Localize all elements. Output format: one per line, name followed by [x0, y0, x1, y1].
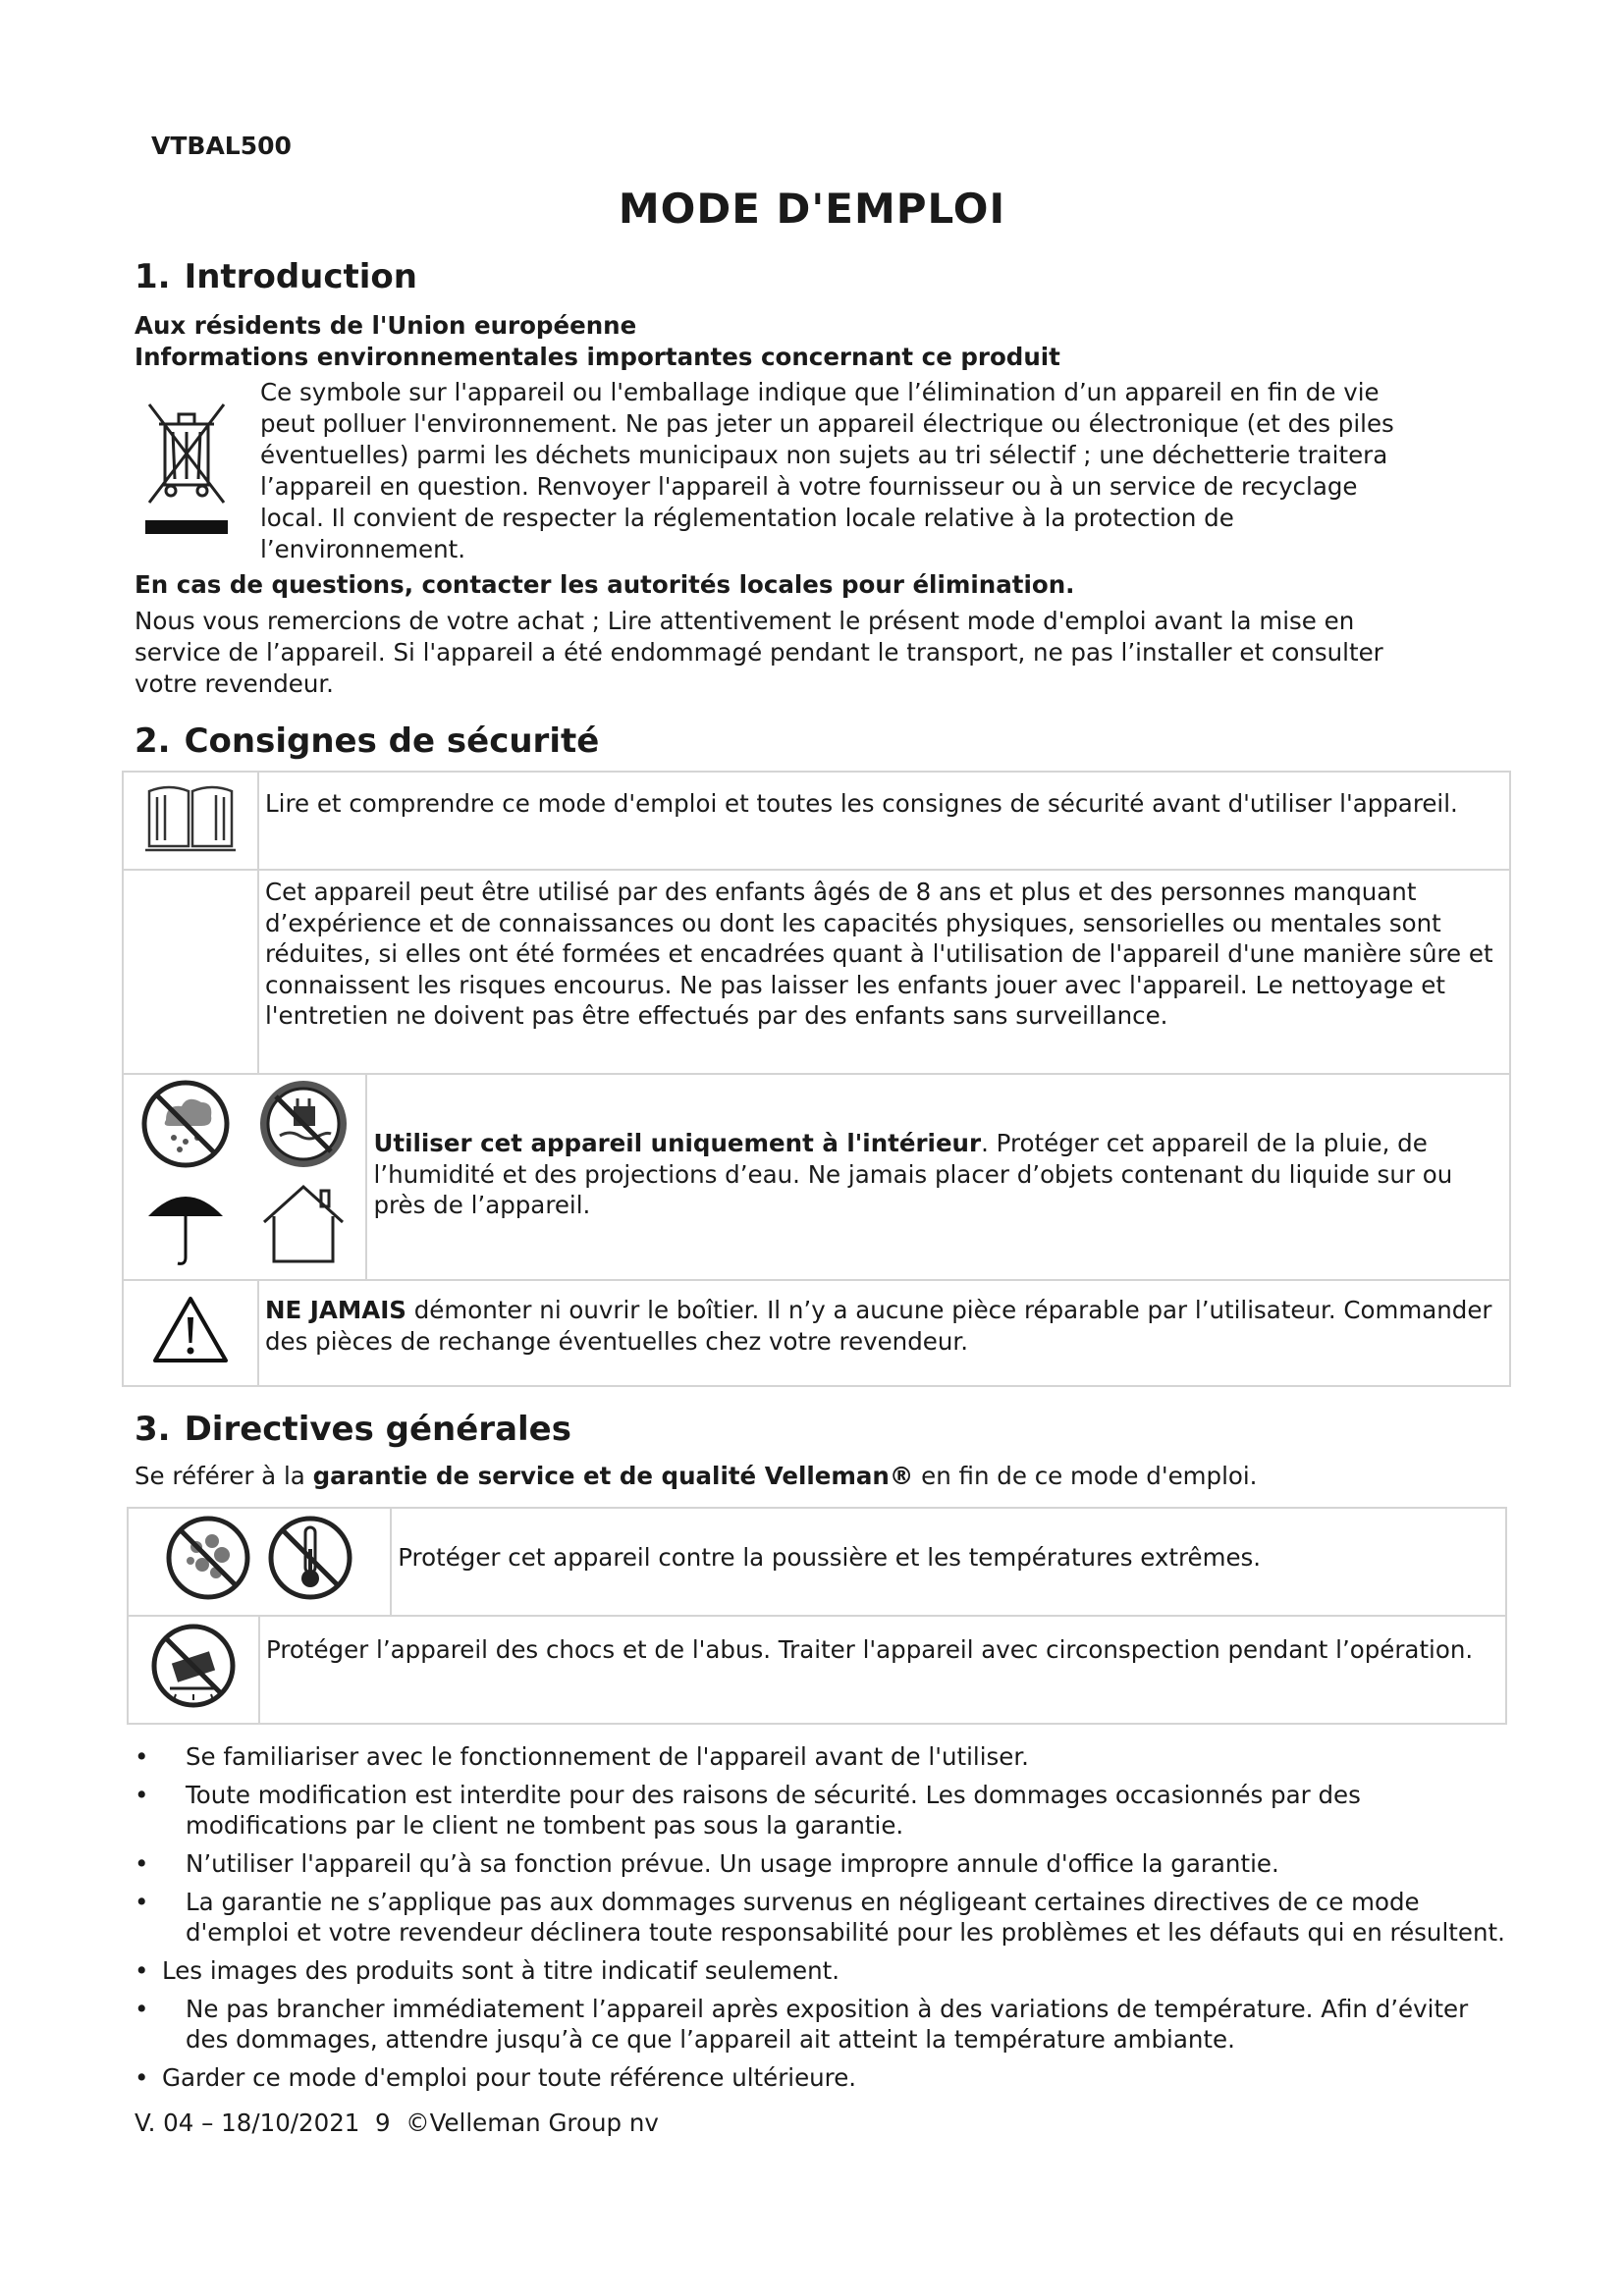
safety-row-manual	[123, 772, 1510, 870]
indoor-bold-text: Utiliser cet appareil uniquement à l'intérieur	[373, 1129, 982, 1157]
weee-line: l’appareil en question. Renvoyer l'appareil à votre fournisseur ou à un service de recyclage	[260, 472, 1358, 501]
list-item-text: Toute modification est interdite pour des raisons de sécurité. Les dommages occasionnés par des modifications par le client ne tombent pas sous la garantie.	[186, 1781, 1361, 1840]
no-water-plug-icon	[254, 1077, 352, 1178]
dust-instruction-text: Protéger cet appareil contre la poussière et les températures extrêmes.	[391, 1508, 1506, 1616]
thanks-line: service de l’appareil. Si l'appareil a été endommagé pendant le transport, ne pas l’installer et consulter	[135, 638, 1383, 667]
indoor-instruction-text	[366, 1074, 1510, 1280]
warning-icon-cell	[123, 1280, 258, 1386]
list-item: • N’utiliser l'appareil qu’à sa fonction prévue. Un usage impropre annule d'office la garantie.	[135, 1849, 1279, 1878]
thanks-paragraph	[135, 606, 1529, 700]
guidelines-table	[127, 1507, 1507, 1725]
weee-line: peut polluer l'environnement. Ne pas jeter un appareil électrique ou électronique (et des piles	[260, 409, 1394, 438]
safety-row-children	[123, 870, 1510, 1074]
eu-residents-subheading: Aux résidents de l'Union européenne	[135, 311, 637, 340]
safety-row-indoor	[123, 1074, 1510, 1280]
no-temperature-icon	[263, 1579, 357, 1608]
warranty-post: en fin de ce mode d'emploi.	[913, 1462, 1258, 1490]
list-item: • Toute modification est interdite pour des raisons de sécurité. Les dommages occasionnés par des modifications par le client ne tombent pas sous la garantie.	[135, 1781, 1361, 1840]
list-item: • Se familiariser avec le fonctionnement de l'appareil avant de l'utiliser.	[135, 1742, 1029, 1771]
list-item-text: Ne pas brancher immédiatement l’appareil après exposition à des variations de température. Afin d’éviter des dommages, attendre jusqu’à ce que l’appareil ait atteint la température ambiante.	[186, 1995, 1469, 2054]
list-item: • Garder ce mode d'emploi pour toute référence ultérieure.	[135, 2063, 857, 2092]
house-icon	[254, 1177, 352, 1278]
crossed-bin-icon	[137, 397, 236, 548]
list-item-text: N’utiliser l'appareil qu’à sa fonction prévue. Un usage impropre annule d'office la garantie.	[186, 1849, 1279, 1878]
weee-line: Ce symbole sur l'appareil ou l'emballage indique que l’élimination d’un appareil en fin de vie	[260, 378, 1380, 406]
page-footer: V. 04 – 18/10/2021 9 ©Velleman Group nv	[135, 2109, 659, 2137]
list-item: • La garantie ne s’applique pas aux dommages survenus en négligeant certaines directives de ce mode d'emploi et votre revendeur déclinera toute responsabilité pour les problèmes et les défauts qui en résultent.	[135, 1888, 1505, 1947]
thanks-line: votre revendeur.	[135, 669, 334, 698]
weee-line: éventuelles) parmi les déchets municipaux non sujets au tri sélectif ; une déchetterie traitera	[260, 441, 1388, 469]
warranty-reference	[135, 1461, 1257, 1492]
page-title: MODE D'EMPLOI	[618, 185, 1006, 233]
shock-instruction-text: Protéger l’appareil des chocs et de l'abus. Traiter l'appareil avec circonspection pendant l’opération.	[259, 1616, 1506, 1724]
list-item: • Les images des produits sont à titre indicatif seulement.	[135, 1956, 840, 1985]
section-3-title: Directives générales	[184, 1410, 571, 1449]
no-shock-icon	[146, 1687, 241, 1716]
safety-row-warning	[123, 1280, 1510, 1386]
environment-subheading: Informations environnementales importantes concernant ce produit	[135, 343, 1060, 371]
section-2-title: Consignes de sécurité	[184, 721, 600, 761]
guideline-row-dust	[128, 1508, 1506, 1616]
weee-paragraph	[260, 377, 1537, 565]
list-item-text: Les images des produits sont à titre indicatif seulement.	[162, 1956, 840, 1985]
weee-line: local. Il convient de respecter la réglementation locale relative à la protection de	[260, 504, 1234, 532]
warranty-pre: Se référer à la	[135, 1462, 313, 1490]
section-3-heading	[135, 1410, 571, 1449]
guideline-row-shock	[128, 1616, 1506, 1724]
list-item: • Ne pas brancher immédiatement l’appareil après exposition à des variations de température. Afin d’éviter des dommages, attendre jusqu’à ce que l’appareil ait atteint la température ambiante.	[135, 1995, 1469, 2054]
list-item-text: Garder ce mode d'emploi pour toute référence ultérieure.	[162, 2063, 857, 2092]
list-item-text: Se familiariser avec le fonctionnement de l'appareil avant de l'utiliser.	[186, 1742, 1029, 1771]
manual-book-icon	[141, 833, 240, 862]
indoor-rest-text: . Protéger cet appareil de la pluie, de l’humidité et des projections d’eau. Ne jamais placer d’objets contenant du liquide sur ou près de l’appareil.	[373, 1129, 1453, 1219]
warning-rest-text: démonter ni ouvrir le boîtier. Il n’y a aucune pièce réparable par l’utilisateur. Commander des pièces de rechange éventuelles chez votre revendeur.	[265, 1296, 1492, 1356]
warning-triangle-icon	[151, 1342, 230, 1370]
thanks-line: Nous vous remercions de votre achat ; Lire attentivement le présent mode d'emploi avant la mise en	[135, 607, 1355, 635]
empty-icon-cell	[123, 870, 258, 1074]
section-1-number: 1.	[135, 257, 171, 296]
section-1-heading	[135, 257, 417, 296]
section-2-number: 2.	[135, 721, 171, 761]
section-2-heading	[135, 721, 599, 761]
warning-instruction-text	[258, 1280, 1510, 1386]
shock-icon-cell	[128, 1616, 259, 1724]
warranty-bold: garantie de service et de qualité Velleman®	[312, 1462, 914, 1490]
no-dust-icon	[161, 1579, 263, 1608]
safety-table	[122, 771, 1511, 1387]
guidelines-list	[135, 1741, 1509, 2101]
no-rain-icon	[136, 1077, 235, 1178]
dust-temp-icons-cell	[128, 1508, 391, 1616]
questions-note: En cas de questions, contacter les autorités locales pour élimination.	[135, 570, 1075, 599]
section-3-number: 3.	[135, 1410, 171, 1449]
warning-bold-text: NE JAMAIS	[265, 1296, 406, 1324]
section-1-title: Introduction	[184, 257, 417, 296]
weee-line: l’environnement.	[260, 535, 466, 563]
children-instruction-text: Cet appareil peut être utilisé par des enfants âgés de 8 ans et plus et des personnes manquant d’expérience et de connaissances ou dont les capacités physiques, sensorielles ou mentales sont réduites, si elles ont été formées et encadrées quant à l'utilisation de l'appareil d'une manière sûre et connaissent les risques encourus. Ne pas laisser les enfants jouer avec l'appareil. Le nettoyage et l'entretien ne doivent pas être effectués par des enfants sans surveillance.	[258, 870, 1510, 1074]
manual-icon-cell	[123, 772, 258, 870]
model-number: VTBAL500	[151, 132, 292, 160]
umbrella-icon	[136, 1177, 235, 1278]
list-item-text: La garantie ne s’applique pas aux dommages survenus en négligeant certaines directives de ce mode d'emploi et votre revendeur déclinera toute responsabilité pour les problèmes et les défauts qui en résultent.	[186, 1888, 1505, 1947]
manual-instruction-text: Lire et comprendre ce mode d'emploi et toutes les consignes de sécurité avant d'utiliser l'appareil.	[258, 772, 1510, 870]
indoor-icons-cell	[123, 1074, 366, 1280]
